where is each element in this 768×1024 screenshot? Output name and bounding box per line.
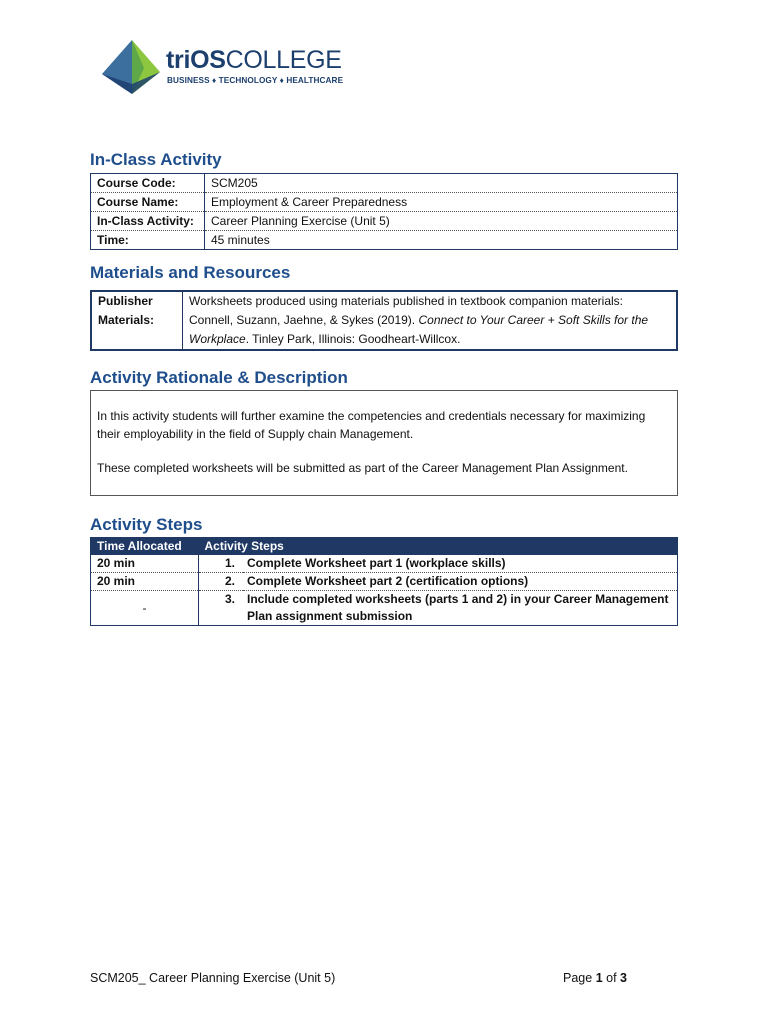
materials-label: Publisher Materials:	[91, 291, 183, 350]
rationale-paragraph: In this activity students will further examine the competencies and credentials necessary for maximizing their employability in the field of Supply chain Management.	[97, 409, 646, 441]
heading-activity-steps: Activity Steps	[90, 515, 203, 534]
brand-name: triOSCOLLEGE	[166, 46, 342, 74]
step-number: 2.	[199, 573, 244, 591]
step-time: 20 min	[91, 573, 199, 591]
table-row	[91, 212, 678, 231]
column-header-steps: Activity Steps	[199, 538, 678, 556]
footer-page-number: Page 1 of 3	[563, 971, 627, 985]
rationale-box	[90, 390, 678, 496]
step-text: Complete Worksheet part 2 (certification options)	[243, 573, 678, 591]
step-time: 20 min	[91, 555, 199, 573]
materials-text: Worksheets produced using materials published in textbook companion materials: Connell, Suzann, Jaehne, & Sykes (2019). Connect to Your Career + Soft Skills for the Workplace. Tinley Park, Illinois: Goodheart-Willcox.	[189, 294, 649, 346]
table-row	[91, 573, 678, 591]
step-text: Include completed worksheets (parts 1 and 2) in your Career Management Plan assignment submission	[247, 592, 669, 623]
info-label: Time:	[91, 231, 205, 250]
info-value: Career Planning Exercise (Unit 5)	[205, 212, 678, 231]
materials-table	[90, 290, 678, 351]
column-header-time: Time Allocated	[91, 538, 199, 556]
table-row	[91, 231, 678, 250]
heading-in-class-activity: In-Class Activity	[90, 150, 222, 169]
trios-college-logo	[100, 38, 344, 98]
info-label: In-Class Activity:	[91, 212, 205, 231]
table-row	[91, 193, 678, 212]
step-text: Complete Worksheet part 1 (workplace skills)	[243, 555, 678, 573]
table-row	[91, 174, 678, 193]
info-value: SCM205	[205, 174, 678, 193]
course-info-table	[90, 173, 678, 250]
step-number: 1.	[199, 555, 244, 573]
info-value: Employment & Career Preparedness	[205, 193, 678, 212]
info-label: Course Name:	[91, 193, 205, 212]
table-row	[91, 291, 677, 350]
info-label: Course Code:	[91, 174, 205, 193]
step-time: -	[91, 591, 199, 626]
heading-materials: Materials and Resources	[90, 263, 291, 282]
table-row	[91, 591, 678, 626]
pyramid-logo-icon	[100, 38, 162, 96]
footer-document-title: SCM205_ Career Planning Exercise (Unit 5)	[90, 971, 336, 985]
heading-rationale: Activity Rationale & Description	[90, 368, 348, 387]
info-value: 45 minutes	[211, 233, 270, 247]
table-header-row	[91, 538, 678, 556]
activity-steps-table	[90, 537, 678, 626]
brand-tagline: BUSINESS ♦ TECHNOLOGY ♦ HEALTHCARE	[167, 76, 344, 85]
rationale-paragraph: These completed worksheets will be submitted as part of the Career Management Plan Assignment.	[97, 461, 628, 475]
table-row	[91, 555, 678, 573]
step-number: 3.	[224, 592, 235, 606]
